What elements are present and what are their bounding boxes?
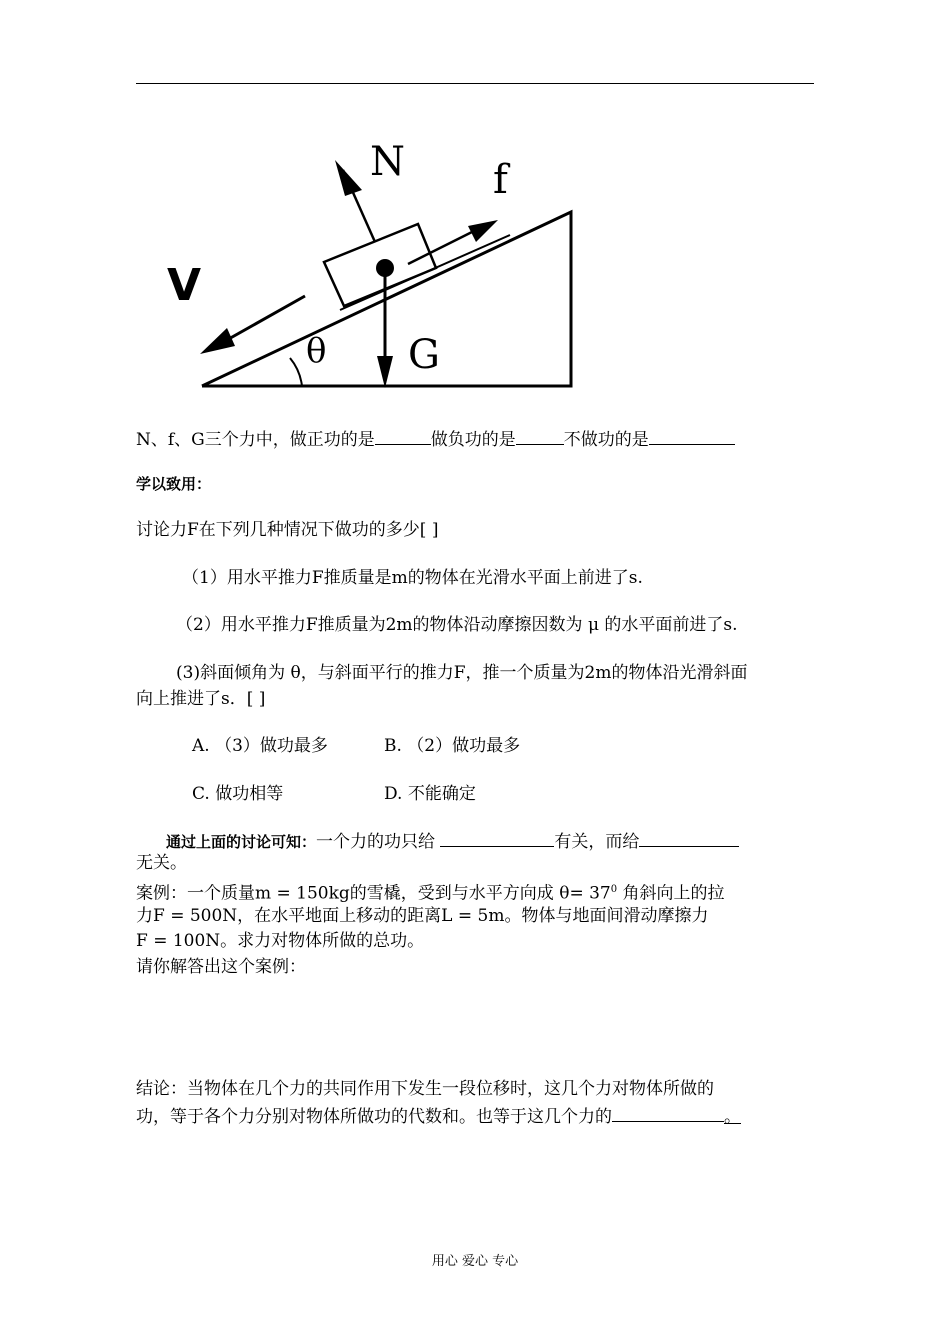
case-line-1-a: 案例：一个质量m = 150kg的雪橇，受到与水平方向成 θ= 37 <box>136 883 611 904</box>
label-G: G <box>408 332 440 378</box>
final-line-2 <box>136 1104 741 1128</box>
question-line <box>136 427 735 451</box>
conclusion-mid: 有关，而给 <box>554 832 640 852</box>
conclusion-text: 一个力的功只给 <box>316 832 436 852</box>
final-line-1: 结论：当物体在几个力的共同作用下发生一段位移时，这几个力对物体所做的 <box>136 1079 714 1099</box>
label-N: N <box>370 139 405 185</box>
no-work-blank[interactable] <box>649 427 735 445</box>
angle-arc <box>290 358 302 386</box>
q1-text: N、f、G三个力中，做正功的是 <box>136 430 375 450</box>
positive-work-blank[interactable] <box>375 427 431 445</box>
label-V: V <box>167 260 202 311</box>
final-period: 。 <box>724 1107 741 1127</box>
label-f: f <box>493 157 508 203</box>
resultant-force-blank[interactable] <box>612 1104 724 1122</box>
conclusion-lead: 通过上面的讨论可知： <box>166 833 317 851</box>
header-rule <box>136 83 814 84</box>
discuss-item-3b: 向上推进了s．[ ] <box>136 689 266 709</box>
friction-arrow <box>408 220 498 264</box>
discuss-item-1: （1）用水平推力F推质量是m的物体在光滑水平面上前进了s. <box>182 568 643 588</box>
q1-mid2: 不做功的是 <box>563 430 649 450</box>
case-line-1-b: 角斜向上的拉 <box>617 883 725 904</box>
discuss-intro: 讨论力F在下列几种情况下做功的多少[ ] <box>136 520 439 540</box>
conclusion-tail: 无关。 <box>136 853 187 873</box>
discuss-item-3a: (3)斜面倾角为 θ，与斜面平行的推力F，推一个质量为2m的物体沿光滑斜面 <box>176 663 748 683</box>
option-c[interactable]: C. 做功相等 <box>192 784 284 804</box>
option-a[interactable]: A. （3）做功最多 <box>192 736 328 756</box>
final-line-2-text: 功，等于各个力分别对物体所做功的代数和。也等于这几个力的 <box>136 1107 612 1127</box>
theta-label: θ <box>306 331 327 371</box>
q1-mid1: 做负功的是 <box>430 430 516 450</box>
degree-superscript: 0 <box>610 884 618 895</box>
conclusion-line <box>166 829 739 853</box>
case-line-4: 请你解答出这个案例： <box>136 957 306 977</box>
section-title: 学以致用： <box>136 475 212 493</box>
option-d[interactable]: D. 不能确定 <box>384 784 476 804</box>
case-line-3: F = 100N。求力对物体所做的总功。 <box>136 931 425 951</box>
case-line-2: 力F = 500N，在水平地面上移动的距离L = 5m。物体与地面间滑动摩擦力 <box>136 906 709 926</box>
unrelated-blank[interactable] <box>639 829 739 847</box>
footer: 用心 爱心 专心 <box>431 1254 519 1269</box>
case-line-1 <box>136 879 725 905</box>
negative-work-blank[interactable] <box>516 427 564 445</box>
discuss-item-2: （2）用水平推力F推质量为2m的物体沿动摩擦因数为 μ 的水平面前进了s. <box>176 615 738 635</box>
related-blank[interactable] <box>440 829 554 847</box>
normal-force-arrow <box>335 160 375 242</box>
incline-force-diagram <box>150 130 600 400</box>
option-b[interactable]: B. （2）做功最多 <box>384 736 521 756</box>
